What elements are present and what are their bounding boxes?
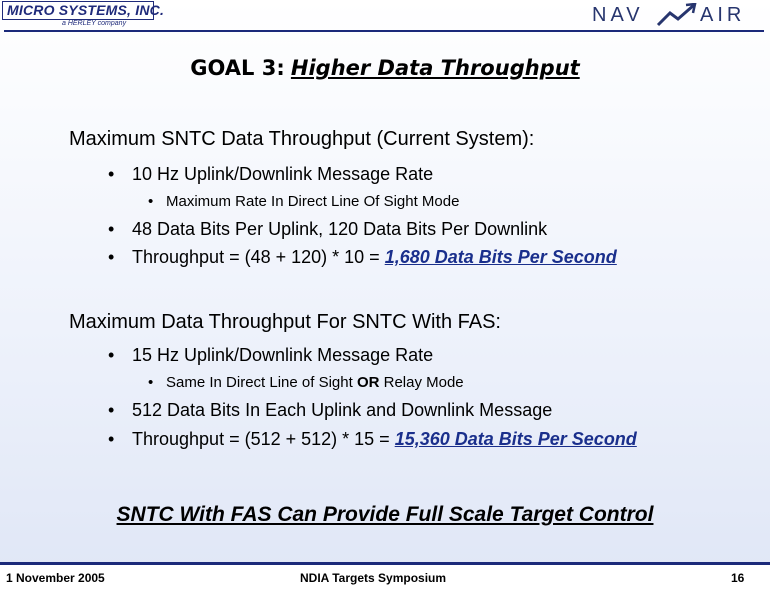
footer-event: NDIA Targets Symposium [300,571,447,585]
navair-logo [592,3,770,27]
micro-systems-logo [0,0,165,32]
footer-date: 1 November 2005 [6,571,105,585]
section2-heading: Maximum Data Throughput For SNTC With FAS: [69,311,501,333]
section1-sub-bullet: • Maximum Rate In Direct Line Of Sight Mode [148,193,460,210]
section1-result: 1,680 Data Bits Per Second [384,247,617,267]
section1-bullet-2: • 48 Data Bits Per Uplink, 120 Data Bits Per Downlink [108,219,548,239]
footer [0,565,770,590]
title-subtitle: Higher Data Throughput [290,56,580,80]
navair-right: AIR [700,4,746,26]
section1-bullet-3: • Throughput = (48 + 120) * 10 = 1,680 Data Bits Per Second [108,247,617,267]
title-goal: GOAL 3: [190,56,285,80]
section2-bullet-1: • 15 Hz Uplink/Downlink Message Rate [108,345,434,365]
footer-page-number: 16 [731,571,745,585]
logo-tagline: a HERLEY company [62,20,127,27]
navair-wing-icon [656,3,698,29]
section2-sub-bullet: • Same In Direct Line of Sight OR Relay Mode [148,374,464,391]
section2-bullet-3: • Throughput = (512 + 512) * 15 = 15,360 Data Bits Per Second [108,429,637,449]
section1-bullet-1: • 10 Hz Uplink/Downlink Message Rate [108,164,434,184]
slide-title [0,55,770,81]
navair-left: NAV [592,4,644,26]
section1-heading: Maximum SNTC Data Throughput (Current System): [69,128,535,150]
section2-result: 15,360 Data Bits Per Second [394,429,637,449]
logo-name: MICRO SYSTEMS, INC. [2,1,154,20]
section2-bullet-2: • 512 Data Bits In Each Uplink and Downlink Message [108,400,553,420]
conclusion: SNTC With FAS Can Provide Full Scale Target Control [116,503,654,526]
header-rule [4,30,764,32]
